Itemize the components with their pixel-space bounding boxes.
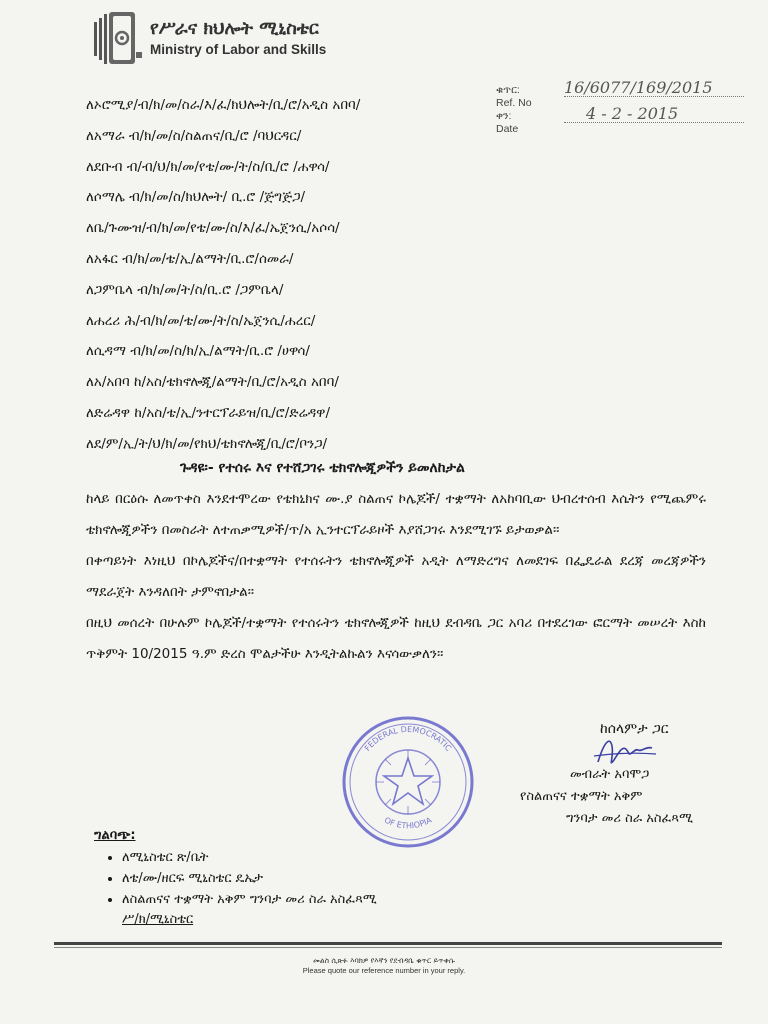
cc-title: ግልባጭ: [94,828,136,843]
signatory-name: መብራት አባሞጋ [570,767,650,782]
recipient-line: ለአ/አበባ ከ/አስ/ቴክኖሎጂ/ልማት/ቢ/ሮ/አዲስ አበባ/ [86,374,339,391]
date-row-en [496,123,746,136]
ministry-emblem-icon [92,8,144,66]
letter-body [86,484,706,670]
svg-text:FEDERAL DEMOCRATIC [363,725,453,753]
cc-item: • ለቴ/ሙ/ዘርፍ ሚኒስቴር ዴኤታ [122,868,494,889]
signatory-title-line2: ግንባታ መሪ ስራ አስፈጻሚ [566,811,693,826]
cc-item: • ለስልጠናና ተቋማት አቅም ግንባታ መሪ ስራ አስፈጻሚ [122,889,494,910]
letter-subject: ጉዳዩ፡- የተሰሩ እና የተሸጋገሩ ቴክኖሎጂዎችን ይመለከታል [180,460,465,476]
recipient-line: ለድሬዳዋ ከ/አስ/ቴ/ኢ/ንተርፕራይዝ/ቢ/ሮ/ድሬዳዋ/ [86,404,331,421]
date-value: 4 - 2 - 2015 [586,104,679,123]
date-label-english: Date [496,123,519,135]
closing-regards: ከሰላምታ ጋር [600,721,669,737]
seal-text-top: FEDERAL DEMOCRATIC [362,724,454,753]
footer-note-english: Please quote our reference number in your reply. [302,966,466,975]
ministry-name-amharic: የሥራና ክህሎት ሚኒስቴር [150,18,319,39]
ref-label-amharic: ቁጥር: [496,84,520,96]
handwritten-signature-icon [590,732,660,772]
date-label-amharic: ቀን: [496,110,512,122]
recipient-line: ለኦሮሚያ/ብ/ክ/መ/ስራ/እ/ፈ/ክህሎት/ቢ/ሮ/አዲስ አበባ/ [86,97,361,113]
cc-list [94,847,494,910]
recipient-line: ለሶማሌ ብ/ክ/መ/ስ/ክህሎት/ ቢ.ሮ /ጅግጅጋ/ [86,189,306,206]
recipient-line: ለደቡብ ብ/ብ/ህ/ክ/መ/የቴ/ሙ/ት/ስ/ቢ/ሮ /ሐዋሳ/ [86,158,330,175]
recipient-line: ለአማራ ብ/ክ/መ/ስ/ስልጠና/ቢ/ሮ /ባህርዳር/ [86,127,302,144]
ref-label-english: Ref. No [496,97,532,109]
ref-row-am [496,78,746,97]
seal-text-bottom: OF ETHIOPIA [382,815,434,831]
recipient-line: ለአፋር ብ/ክ/መ/ቴ/ኢ/ልማት/ቢ.ሮ/ሰመራ/ [86,250,294,267]
recipient-line: ለጋምቤላ ብ/ክ/መ/ት/ስ/ቢ.ሮ /ጋምቤላ/ [86,281,284,298]
signatory-title-line1: የስልጠናና ተቋማት አቅም [520,789,643,804]
footer-rule-thick [54,942,722,945]
recipient-line: ለቤ/ጉሙዝ/ብ/ክ/መ/የቴ/ሙ/ስ/እ/ፈ/ኤጀንሲ/አሶሳ/ [86,220,340,237]
body-paragraph-2: በቀጣይነት እነዚህ በኮሌጆችና/በተቋማት የተሰሩትን ቴክኖሎጂዎች አዲት ለማድረግና ለመደገፍ በፌዴራል ደረጃ መረጃዎችን ማደራጀት እንዳለበት ታምኖበታል፡፡ [86,553,706,600]
date-row-am [496,104,746,123]
body-paragraph-3: በዚህ መሰረት በሁሉም ኮሌጆች/ተቋማት የተሰሩትን ቴክኖሎጂዎች ከዚህ ደብዳቤ ጋር አባሪ በተደረገው ፎርማት መሠረት እስከ ጥቅምት 10/2015 ዓ.ም ድረስ ሞልታችሁ እንዲትልኩልን እናሳውቃለን፡፡ [86,615,706,662]
recipient-line: ለሐረሪ ሕ/ብ/ክ/መ/ቴ/ሙ/ት/ስ/ኤጀንሲ/ሐረር/ [86,312,316,329]
cc-item-continuation: ሥ/ክ/ሚኒስቴር [122,912,194,927]
recipient-line: ለሲዳማ ብ/ክ/መ/ስ/ክ/ኢ/ልማት/ቢ.ሮ /ሀዋሳ/ [86,343,310,360]
recipient-line: ለደ/ም/ኢ/ት/ህ/ክ/መ/የክህ/ቴክኖሎጂ/ቢ/ሮ/ቦንጋ/ [86,435,328,452]
cc-block [94,828,494,930]
ministry-logo [92,8,392,66]
body-paragraph-1: ከላይ በርዕሱ ለመጥቀስ እንደተሞረው የቴክኒክና ሙ.ያ ስልጠና ኮሌጆች/ ተቋማት ለአከባቢው ህብረተሰብ እሴትን የሚጨምሩ ቴክኖሎጂዎችን በመስራት ለተጠቃሚዎች/ጥ/አ ኢንተርፕራይዞች እያሸጋገሩ እንደሚገኙ ይታወቃል፡፡ [86,491,706,538]
reference-block [496,78,746,136]
ministry-name-english: Ministry of Labor and Skills [150,42,327,57]
ref-number-value: 16/6077/169/2015 [564,78,713,97]
recipient-list [86,95,506,465]
cc-item: • ለሚኒስቴር ጽ/ቤት [122,847,494,868]
footer-rule-thin [54,947,722,948]
footer-note-amharic: መልስ ሲጽፉ እባክዎ የእኛን የደብዳቤ ቁጥር ይጥቀሱ [313,956,455,965]
